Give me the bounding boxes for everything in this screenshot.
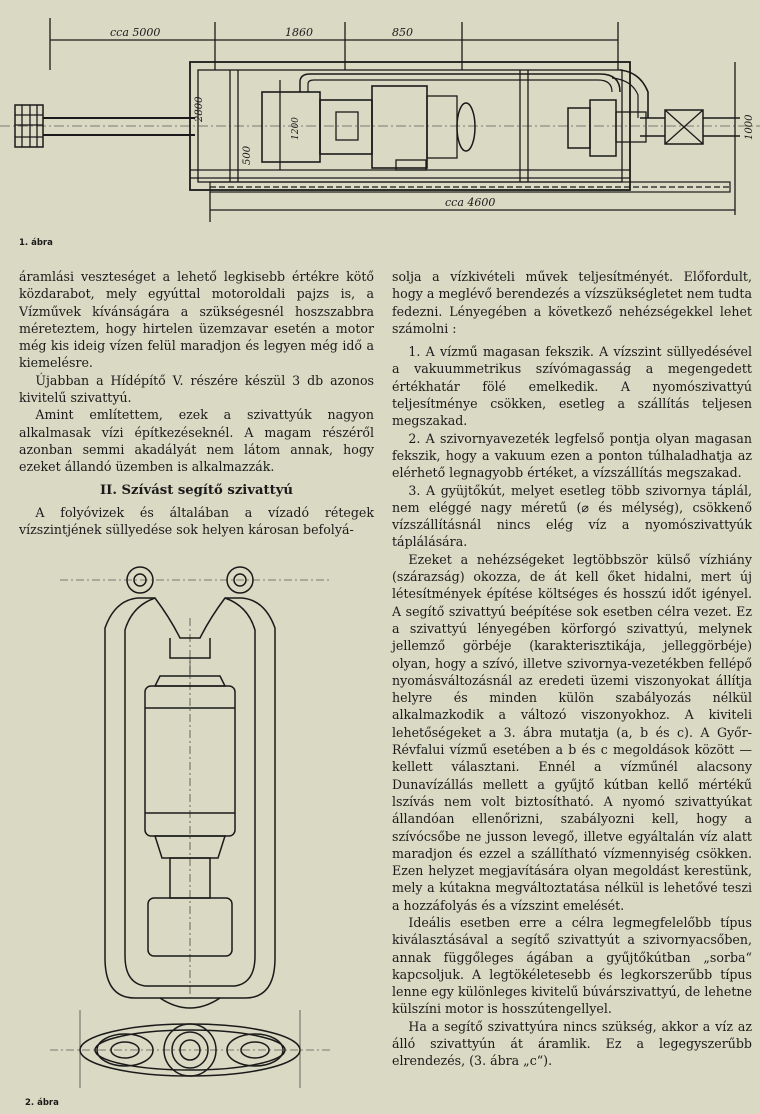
- list-item: 1. A vízmű magasan fekszik. A vízszint süllyedésével a vakuummetrikus szívómagasság a megengedett értékhatár fölé emelkedik. A nyomószivattyú teljesítménye csökken, esetleg a szállítás teljesen megszakad.: [392, 344, 752, 429]
- paragraph: Ezeket a nehézségeket legtöbbször külső vízhiány (szárazság) okozza, de át kell őket hidalni, mert új létesítmények építése költséges és hosszú időt igényel. A segítő szivattyú beépítése sok esetben célra vezet. Ez a szivattyú lényegében körforgó szivattyú, melynek jellemző görbéje (karakterisztikája, jelleggörbéje) olyan, hogy a szívó, illetve szivornya-vezetékben fellépő nyomásváltozásnál az eredeti üzemi viszonyokat állítja helyre és minden külön szabályozás nélkül alkalmazkodik a változó viszonyokhoz. A kiviteli lehetőségeket a 3. ábra mutatja (a, b és c). A Győr-Révfalui vízmű esetében a b és c megoldások között — kellett választani. Ennél a vízműnél alacsony Dunavízállás mellett a gyűjtő kútban kellő mértékű lszívás nem volt biztosítható. A nyomó szivattyúkat állandóan ellenőrizni, szabályozni kell, hogy a szívócsőbe ne jusson levegő, illetve egyáltalán víz alatt maradjon és ezzel a szállítható vízmennyiség csökken. Ezen helyzet megjavítására olyan megoldást kerestünk, mely a kútakna megváltoztatása nélkül is lehetővé teszi a hozzáfolyás és a vízszint emelését.: [392, 551, 752, 913]
- figure-1-drawing: [0, 0, 760, 250]
- right-column: [392, 268, 752, 1070]
- dim-label: 850: [392, 26, 413, 39]
- dim-label: cca 4600: [445, 196, 496, 209]
- dim-label: cca 5000: [110, 26, 161, 39]
- dim-label: 1000: [744, 114, 755, 140]
- paragraph: Ha a segítő szivattyúra nincs szükség, akkor a víz az álló szivattyún át áramlik. Ez a legegyszerűbb elrendezés, (3. ábra „c“).: [392, 1018, 752, 1069]
- dim-label: 2800: [194, 96, 205, 122]
- dim-label: 500: [242, 145, 253, 165]
- paragraph: Amint említettem, ezek a szivattyúk nagyon alkalmasak vízi építkezéseknél. A magam részéről azonban semmi akadályát nem látom annak, hogy ezeket állandó üzemben is alkalmazzák.: [19, 407, 374, 475]
- section-heading: II. Szívást segítő szivattyú: [100, 482, 293, 498]
- left-column-upper: [19, 268, 374, 538]
- figure-1-caption: 1. ábra: [19, 238, 53, 248]
- figure-2-caption: 2. ábra: [25, 1098, 59, 1108]
- paragraph: Ideális esetben erre a célra legmegfelelőbb típus kiválasztásával a segítő szivattyút a szivornyacsőben, annak függőleges ágában a gyűjtőkútban „sorba“ kapcsoljuk. A legtökéletesebb és legkorszerűbb típus lenne egy különleges kivitelű búvárszivattyú, de lehetne külszíni motor is hosszútengellyel.: [392, 914, 752, 1017]
- paragraph: áramlási veszteséget a lehető legkisebb értékre kötő közdarabot, mely egyúttal motoroldali pajzs is, a Vízművek kívánságára a szükségesnél hoszszabbra méreteztem, hogy hirtelen üzemzavar esetén a motor még kis ideig vízen felül maradjon és legyen még idő a kiemelésre.: [19, 269, 374, 371]
- list-item: 3. A gyüjtőkút, melyet esetleg több szivornya táplál, nem eléggé nagy méretű (⌀ és mélység), csökkenő vízszállításnál nincs elég víz a nyomószivattyúk táplálására.: [392, 482, 752, 550]
- paragraph: Újabban a Hídépítő V. részére készül 3 db azonos kivitelű szivattyú.: [19, 372, 374, 406]
- figure-2-drawing: [20, 558, 370, 1098]
- paragraph: solja a vízkivételi művek teljesítményét. Előfordult, hogy a meglévő berendezés a vízszükségletet nem tudta fedezni. Lényegében a következő nehézségekkel lehet számolni :: [392, 269, 752, 336]
- dim-label: 1200: [291, 117, 301, 140]
- paragraph: A folyóvizek és általában a vízadó rétegek vízszintjének süllyedése sok helyen károsan befolyá-: [19, 504, 374, 538]
- list-item: 2. A szivornyavezeték legfelső pontja olyan magasan fekszik, hogy a vakuum ezen a ponton túlhaladhatja az elérhető legnagyobb értéket, a vízszállítás megszakad.: [392, 430, 752, 481]
- dim-label: 1860: [285, 26, 313, 39]
